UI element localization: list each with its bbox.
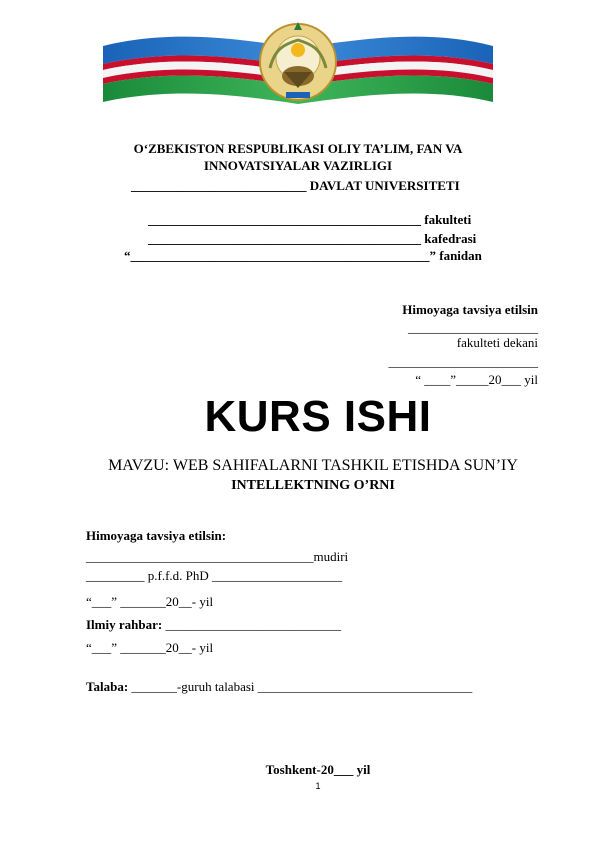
degree-label: p.f.f.d. PhD [144, 568, 213, 583]
city-year: Toshkent-20___ yil [265, 762, 371, 777]
head-line [86, 549, 348, 565]
department-blank[interactable]: __________________________________________ [148, 231, 421, 246]
department-line [148, 231, 476, 247]
subject-blank[interactable]: ______________________________________________ [130, 248, 430, 263]
degree-line [86, 568, 342, 584]
dean-name-line[interactable]: _______________________ [388, 354, 538, 369]
faculty-label: fakulteti [421, 212, 472, 227]
supervisor-blank[interactable]: ___________________________ [162, 617, 341, 632]
student-group-blank[interactable]: _______ [128, 679, 177, 694]
date-line-2: “___” _______20__- yil [86, 640, 214, 655]
recommend-label: Himoyaga tavsiya etilsin: [86, 528, 227, 543]
emblem-icon [260, 22, 336, 100]
head-role: mudiri [313, 549, 349, 564]
approval-date: “ ____”_____20___ yil [415, 372, 538, 387]
head-blank[interactable]: ___________________________________ [86, 549, 314, 564]
subject-open-quote: “ [124, 248, 131, 263]
supervisor-label: Ilmiy rahbar: [86, 617, 163, 632]
university-label: DAVLAT UNIVERSITETI [306, 178, 460, 193]
degree-name-blank[interactable]: ____________________ [212, 568, 343, 583]
date-line-1: “___” _______20__- yil [86, 594, 214, 609]
student-name-blank[interactable]: _________________________________ [257, 679, 473, 694]
document-title: KURS ISHI [204, 392, 432, 441]
page-number: 1 [315, 781, 321, 791]
student-group-label: -guruh talabasi [176, 679, 258, 694]
faculty-line [148, 212, 471, 228]
student-line [86, 679, 472, 695]
university-blank[interactable]: ___________________________ [131, 178, 307, 193]
topic-line-2: INTELLEKTNING O’RNI [231, 478, 395, 493]
department-label: kafedrasi [421, 231, 477, 246]
student-label: Talaba: [86, 679, 129, 694]
approval-title: Himoyaga tavsiya etilsin [402, 302, 538, 317]
ministry-line-1: O‘ZBEKISTON RESPUBLIKASI OLIY TA’LIM, FAN VA [133, 141, 463, 156]
subject-line [124, 248, 482, 264]
topic-line-1: MAVZU: WEB SAHIFALARNI TASHKIL ETISHDA SUN’IY [108, 457, 518, 474]
degree-blank[interactable]: _________ [86, 568, 145, 583]
university-line [131, 178, 460, 194]
state-emblem-flag-banner [95, 18, 501, 108]
subject-label: ” fanidan [429, 248, 482, 263]
supervisor-line [86, 617, 341, 633]
dean-label: fakulteti dekani [456, 335, 538, 350]
faculty-blank[interactable]: __________________________________________ [148, 212, 421, 227]
ministry-line-2: INNOVATSIYALAR VAZIRLIGI [203, 158, 393, 173]
approval-signature-line[interactable]: ____________________ [408, 320, 538, 335]
